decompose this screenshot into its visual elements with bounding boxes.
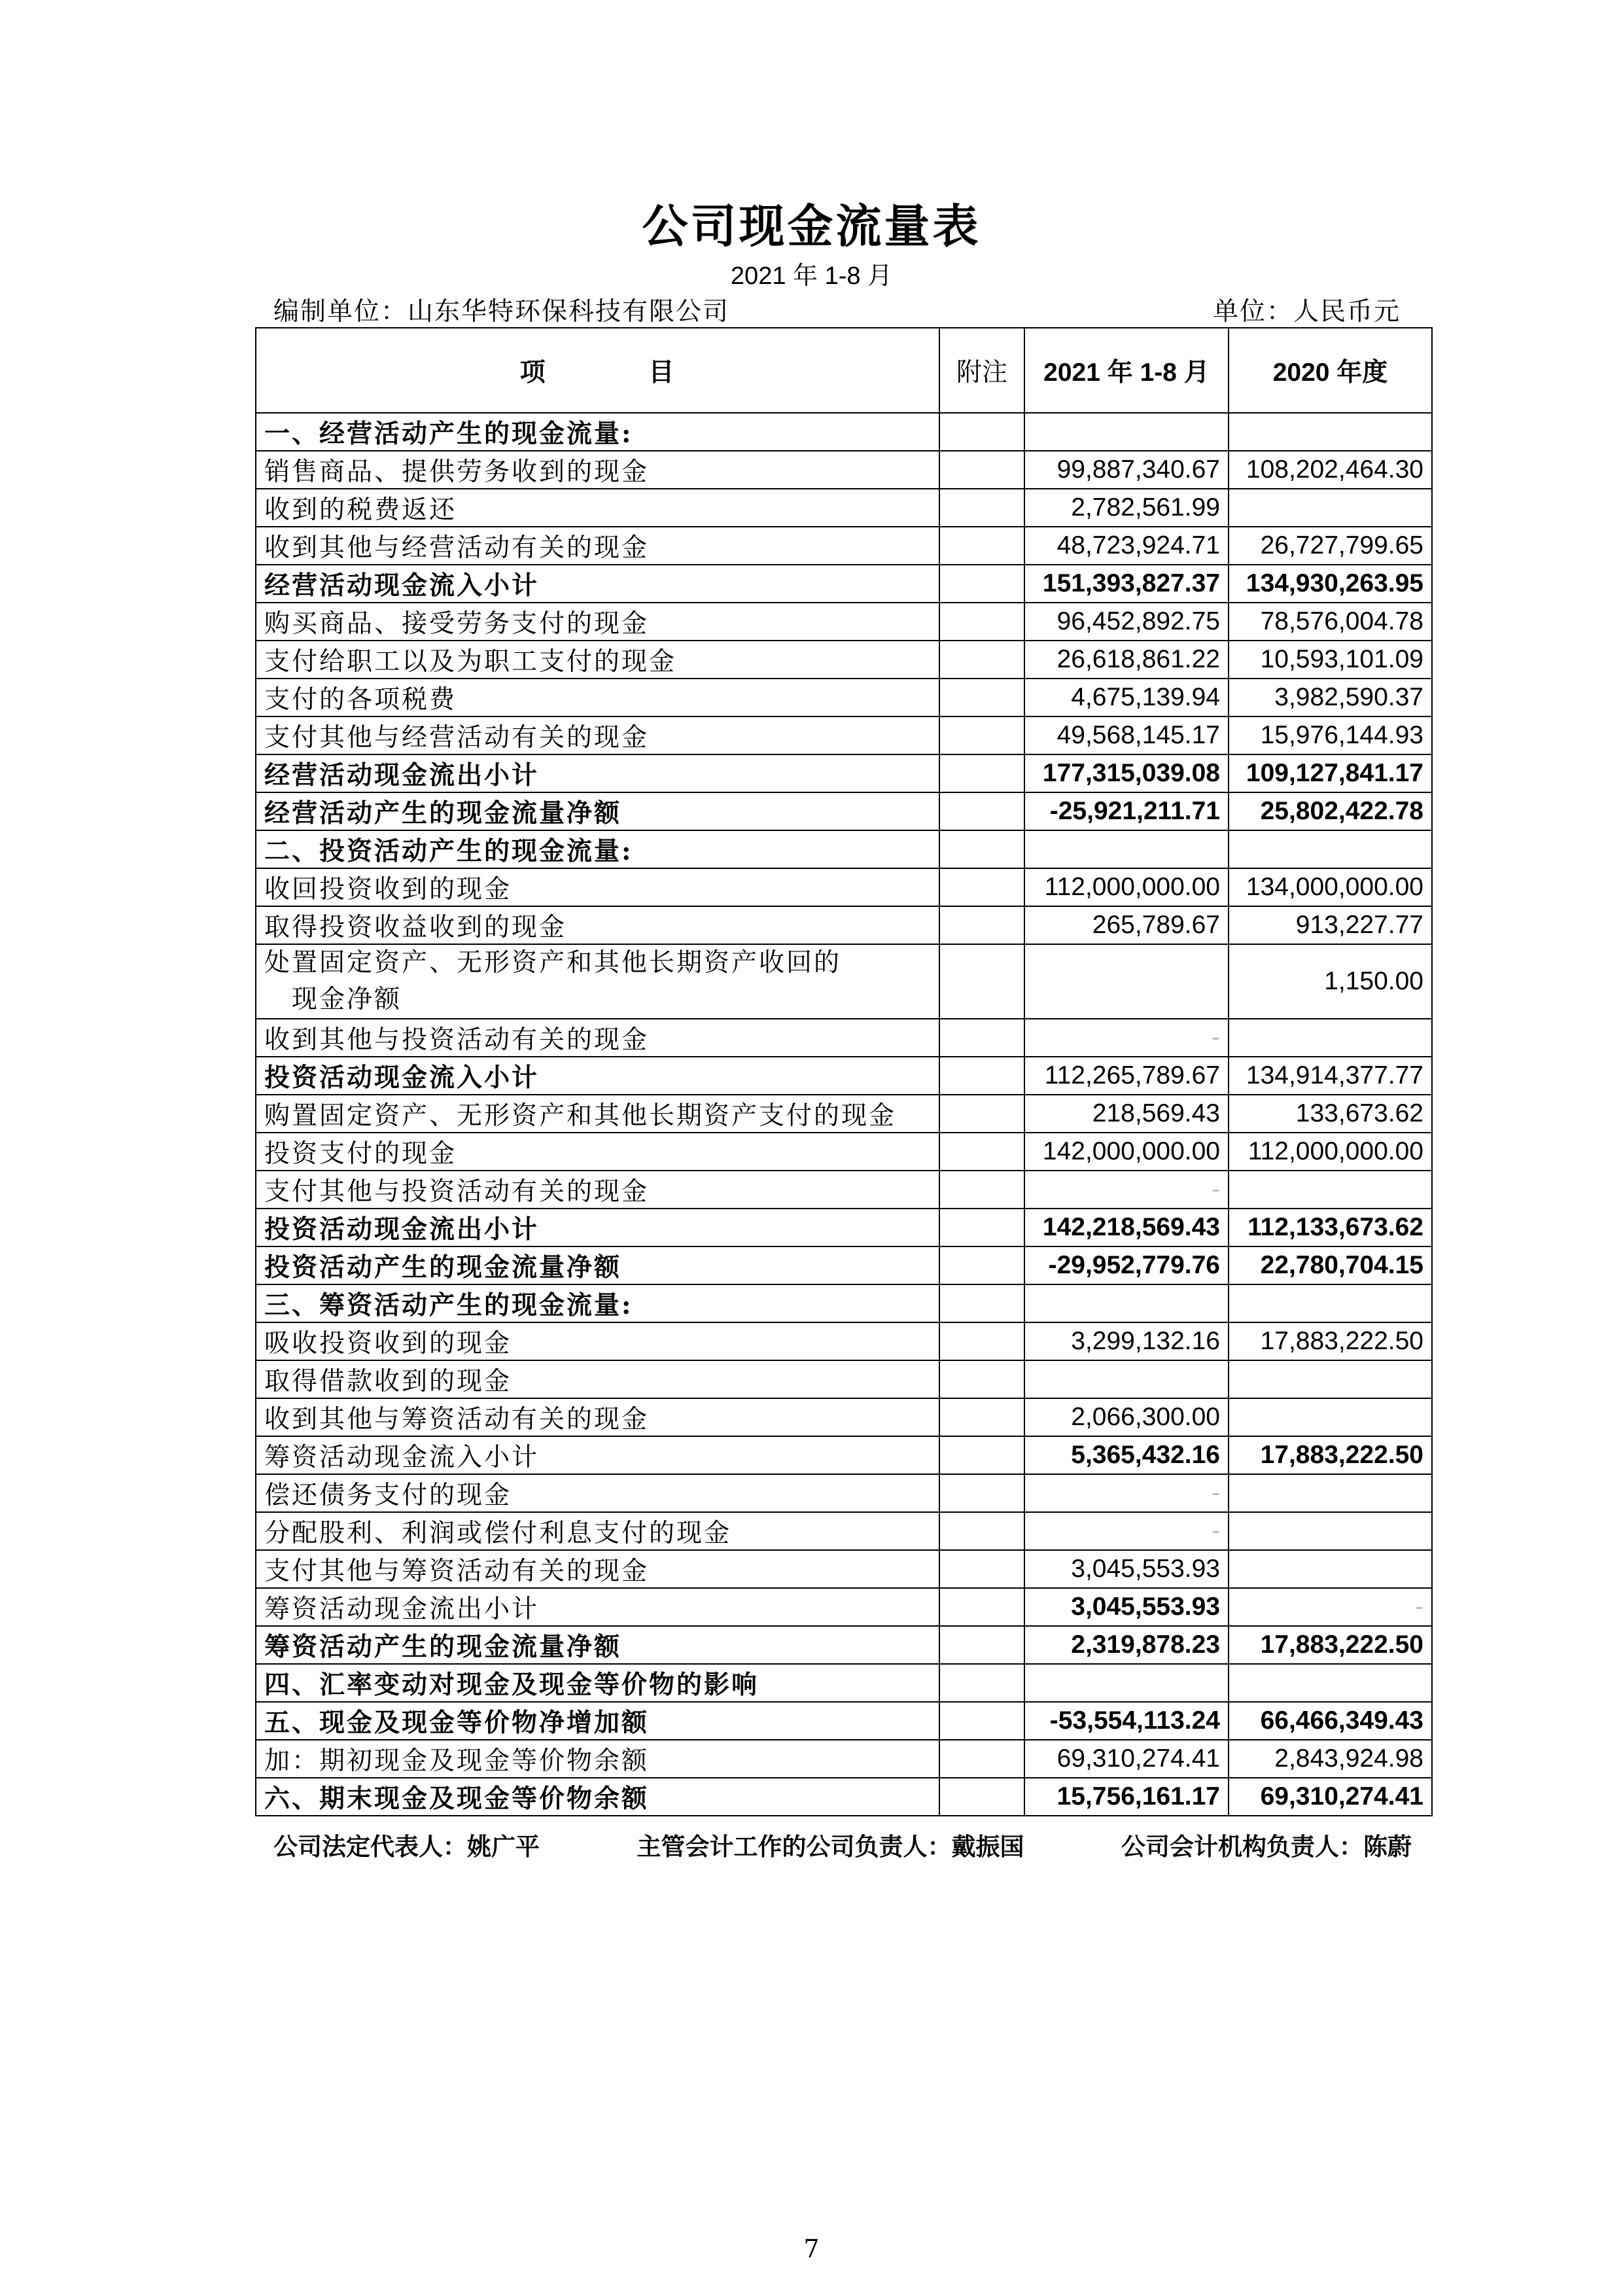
row-value-2021: 69,310,274.41: [1024, 1740, 1229, 1778]
row-item-label: [256, 1626, 939, 1664]
row-value-2021: 26,618,861.22: [1024, 641, 1229, 679]
row-item-label: [256, 1664, 939, 1702]
row-value-2020: [1229, 489, 1432, 527]
row-value-2021: -: [1024, 1512, 1229, 1550]
row-item-text: 一、经营活动产生的现金流量:: [264, 419, 633, 449]
row-value-2021: 2,782,561.99: [1024, 489, 1229, 527]
row-value-2020: [1229, 1474, 1432, 1512]
row-item-text: 投资活动产生的现金流量净额: [264, 1252, 622, 1282]
row-item-text: 筹资活动产生的现金流量净额: [264, 1632, 622, 1662]
row-value-2021: 151,393,827.37: [1024, 565, 1229, 603]
preparing-entity: 编制单位：山东华特环保科技有限公司: [273, 297, 730, 327]
row-note: [939, 565, 1024, 603]
row-item-label: [256, 1133, 939, 1171]
row-note: [939, 603, 1024, 641]
row-note: [939, 754, 1024, 792]
row-item-text: 销售商品、提供劳务收到的现金: [264, 457, 650, 487]
row-item-label: [256, 1778, 939, 1816]
row-item-label: [256, 830, 939, 868]
row-note: [939, 830, 1024, 868]
header-2021: 2021 年 1-8 月: [1024, 328, 1229, 413]
row-note: [939, 1474, 1024, 1512]
row-item-label: [256, 944, 939, 1019]
row-item-text: 分配股利、利润或偿付利息支付的现金: [264, 1519, 732, 1548]
row-item-label: [256, 1171, 939, 1209]
table-row: [256, 603, 1432, 641]
row-value-2021: 48,723,924.71: [1024, 527, 1229, 565]
row-value-2021: -: [1024, 1019, 1229, 1057]
table-row: [256, 1284, 1432, 1322]
currency-unit: 单位：人民币元: [1212, 297, 1401, 327]
row-value-2021: -: [1024, 1474, 1229, 1512]
table-row: [256, 1322, 1432, 1360]
table-row: [256, 1702, 1432, 1740]
row-item-text: 支付的各项税费: [264, 685, 457, 715]
table-row: [256, 413, 1432, 451]
row-item-text: 支付其他与筹资活动有关的现金: [264, 1557, 650, 1586]
row-note: [939, 792, 1024, 830]
row-item-label: [256, 565, 939, 603]
table-row: [256, 1626, 1432, 1664]
row-value-2020: 913,227.77: [1229, 906, 1432, 944]
table-row: [256, 792, 1432, 830]
row-item-label: [256, 716, 939, 754]
row-value-2020: 22,780,704.15: [1229, 1246, 1432, 1284]
row-value-2021: 15,756,161.17: [1024, 1778, 1229, 1816]
header-note: 附注: [939, 328, 1024, 413]
row-note: [939, 679, 1024, 716]
table-row: [256, 1019, 1432, 1057]
row-value-2021: -25,921,211.71: [1024, 792, 1229, 830]
row-note: [939, 1778, 1024, 1816]
table-row: [256, 868, 1432, 906]
table-row: [256, 1550, 1432, 1588]
row-value-2021: 96,452,892.75: [1024, 603, 1229, 641]
row-note: [939, 1284, 1024, 1322]
row-item-label: [256, 451, 939, 489]
row-item-label: [256, 489, 939, 527]
accounting-head: 主管会计工作的公司负责人：戴振国: [637, 1832, 1024, 1861]
row-item-text: 投资活动现金流出小计: [264, 1214, 540, 1245]
row-item-text: 筹资活动现金流出小计: [264, 1595, 540, 1624]
table-row: [256, 716, 1432, 754]
row-note: [939, 1246, 1024, 1284]
row-item-text: 加：期初现金及现金等价物余额: [264, 1746, 650, 1776]
table-row: [256, 1474, 1432, 1512]
row-item-text: 处置固定资产、无形资产和其他长期资产收回的: [264, 948, 842, 978]
row-value-2020: 26,727,799.65: [1229, 527, 1432, 565]
row-value-2020: [1229, 1284, 1432, 1322]
row-item-text: 购买商品、接受劳务支付的现金: [264, 609, 650, 639]
table-row: [256, 1398, 1432, 1436]
row-item-label: [256, 1474, 939, 1512]
row-note: [939, 1512, 1024, 1550]
row-value-2021: -29,952,779.76: [1024, 1246, 1229, 1284]
row-note: [939, 716, 1024, 754]
table-row: [256, 1209, 1432, 1246]
row-item-label: [256, 1512, 939, 1550]
row-value-2021: 3,045,553.93: [1024, 1550, 1229, 1588]
row-note: [939, 1626, 1024, 1664]
table-row: [256, 944, 1432, 1019]
signature-line: [273, 1827, 1412, 1862]
table-row: [256, 451, 1432, 489]
row-item-text: 偿还债务支付的现金: [264, 1481, 512, 1510]
row-item-label: [256, 1436, 939, 1474]
row-value-2020: 133,673.62: [1229, 1095, 1432, 1133]
row-item-text: 二、投资活动产生的现金流量:: [264, 836, 633, 866]
table-header-row: [256, 328, 1432, 413]
row-item-text: 购置固定资产、无形资产和其他长期资产支付的现金: [264, 1101, 897, 1131]
row-item-text: 收到其他与投资活动有关的现金: [264, 1025, 650, 1055]
row-item-text: 收回投资收到的现金: [264, 875, 512, 904]
row-value-2020: [1229, 1171, 1432, 1209]
row-item-label: [256, 1209, 939, 1246]
row-value-2021: [1024, 1664, 1229, 1702]
row-item-label: [256, 1019, 939, 1057]
row-note: [939, 1209, 1024, 1246]
row-value-2020: 3,982,590.37: [1229, 679, 1432, 716]
row-note: [939, 1057, 1024, 1095]
row-item-text: 收到其他与筹资活动有关的现金: [264, 1405, 650, 1434]
row-value-2020: 108,202,464.30: [1229, 451, 1432, 489]
row-value-2020: [1229, 1019, 1432, 1057]
row-value-2020: 2,843,924.98: [1229, 1740, 1432, 1778]
page-title: 公司现金流量表: [642, 199, 981, 253]
row-value-2020: 112,000,000.00: [1229, 1133, 1432, 1171]
row-item-label: [256, 906, 939, 944]
row-item-text: 经营活动现金流入小计: [264, 571, 540, 601]
row-value-2021: [1024, 1360, 1229, 1398]
row-item-label: [256, 1284, 939, 1322]
row-item-text: 筹资活动现金流入小计: [264, 1443, 540, 1472]
row-note: [939, 1019, 1024, 1057]
row-value-2021: 265,789.67: [1024, 906, 1229, 944]
table-row: [256, 1360, 1432, 1398]
row-item-label: [256, 413, 939, 451]
row-value-2021: 2,319,878.23: [1024, 1626, 1229, 1664]
row-note: [939, 1740, 1024, 1778]
row-value-2021: [1024, 944, 1229, 1019]
cash-flow-table: [255, 327, 1433, 1816]
table-row: [256, 641, 1432, 679]
row-note: [939, 944, 1024, 1019]
row-value-2020: 15,976,144.93: [1229, 716, 1432, 754]
header-2020: 2020 年度: [1229, 328, 1432, 413]
row-value-2021: -53,554,113.24: [1024, 1702, 1229, 1740]
table-row: [256, 1095, 1432, 1133]
row-item-text: 经营活动产生的现金流量净额: [264, 798, 622, 828]
row-item-text: 四、汇率变动对现金及现金等价物的影响: [264, 1670, 759, 1700]
row-item-label: [256, 527, 939, 565]
table-row: [256, 1512, 1432, 1550]
row-item-text: 经营活动现金流出小计: [264, 760, 540, 790]
row-value-2020: 109,127,841.17: [1229, 754, 1432, 792]
row-item-label: [256, 641, 939, 679]
row-note: [939, 1702, 1024, 1740]
row-item-label: [256, 603, 939, 641]
row-note: [939, 1588, 1024, 1626]
row-value-2020: [1229, 1664, 1432, 1702]
row-value-2020: [1229, 413, 1432, 451]
row-item-label: [256, 1702, 939, 1740]
row-item-text: 支付其他与投资活动有关的现金: [264, 1177, 650, 1207]
row-note: [939, 1133, 1024, 1171]
table-row: [256, 565, 1432, 603]
row-value-2020: 17,883,222.50: [1229, 1626, 1432, 1664]
row-item-text: 支付给职工以及为职工支付的现金: [264, 647, 677, 677]
row-value-2020: [1229, 1512, 1432, 1550]
row-value-2020: 17,883,222.50: [1229, 1322, 1432, 1360]
row-note: [939, 1398, 1024, 1436]
row-value-2020: 134,930,263.95: [1229, 565, 1432, 603]
row-item-text: 收到其他与经营活动有关的现金: [264, 533, 650, 563]
table-row: [256, 1664, 1432, 1702]
row-item-label: [256, 754, 939, 792]
row-value-2021: 5,365,432.16: [1024, 1436, 1229, 1474]
row-value-2021: 177,315,039.08: [1024, 754, 1229, 792]
row-note: [939, 413, 1024, 451]
row-value-2020: 1,150.00: [1229, 944, 1432, 1019]
row-item-label: [256, 1095, 939, 1133]
row-value-2021: 2,066,300.00: [1024, 1398, 1229, 1436]
row-item-text: 支付其他与经营活动有关的现金: [264, 723, 650, 752]
row-item-text: 投资活动现金流入小计: [264, 1063, 540, 1093]
row-item-text-cont: 现金净额: [292, 985, 402, 1014]
table-row: [256, 679, 1432, 716]
table-row: [256, 754, 1432, 792]
table-row: [256, 1057, 1432, 1095]
table-row: [256, 489, 1432, 527]
row-value-2020: [1229, 1360, 1432, 1398]
row-value-2021: [1024, 1284, 1229, 1322]
table-row: [256, 1588, 1432, 1626]
row-value-2021: 142,000,000.00: [1024, 1133, 1229, 1171]
table-row: [256, 1740, 1432, 1778]
table-row: [256, 830, 1432, 868]
row-item-text: 五、现金及现金等价物净增加额: [264, 1708, 650, 1738]
row-value-2020: -: [1229, 1588, 1432, 1626]
row-item-text: 收到的税费返还: [264, 495, 457, 525]
row-note: [939, 906, 1024, 944]
row-value-2021: [1024, 413, 1229, 451]
row-note: [939, 451, 1024, 489]
row-value-2020: [1229, 1398, 1432, 1436]
row-value-2021: 3,299,132.16: [1024, 1322, 1229, 1360]
row-note: [939, 1550, 1024, 1588]
row-value-2021: 3,045,553.93: [1024, 1588, 1229, 1626]
table-row: [256, 527, 1432, 565]
row-item-text: 六、期末现金及现金等价物余额: [264, 1784, 650, 1814]
row-item-label: [256, 1588, 939, 1626]
row-item-text: 取得投资收益收到的现金: [264, 913, 567, 942]
row-value-2020: 78,576,004.78: [1229, 603, 1432, 641]
row-value-2020: 25,802,422.78: [1229, 792, 1432, 830]
table-row: [256, 906, 1432, 944]
row-value-2021: -: [1024, 1171, 1229, 1209]
row-note: [939, 1095, 1024, 1133]
row-value-2021: 142,218,569.43: [1024, 1209, 1229, 1246]
row-note: [939, 1436, 1024, 1474]
table-row: [256, 1436, 1432, 1474]
row-value-2021: 218,569.43: [1024, 1095, 1229, 1133]
row-value-2020: 17,883,222.50: [1229, 1436, 1432, 1474]
row-item-text: 吸收投资收到的现金: [264, 1329, 512, 1358]
row-value-2021: [1024, 830, 1229, 868]
row-note: [939, 1664, 1024, 1702]
table-row: [256, 1246, 1432, 1284]
row-value-2020: 134,000,000.00: [1229, 868, 1432, 906]
accounting-dept-head: 公司会计机构负责人：陈蔚: [1121, 1832, 1412, 1861]
row-note: [939, 1360, 1024, 1398]
table-row: [256, 1133, 1432, 1171]
row-value-2020: 66,466,349.43: [1229, 1702, 1432, 1740]
row-item-label: [256, 1057, 939, 1095]
row-item-label: [256, 868, 939, 906]
page-number: 7: [803, 2234, 820, 2263]
table-row: [256, 1171, 1432, 1209]
row-value-2021: 99,887,340.67: [1024, 451, 1229, 489]
row-item-label: [256, 1360, 939, 1398]
row-note: [939, 641, 1024, 679]
table-row: [256, 1778, 1432, 1816]
row-item-label: [256, 792, 939, 830]
header-item: 项 目: [256, 328, 939, 413]
row-value-2021: 4,675,139.94: [1024, 679, 1229, 716]
row-note: [939, 868, 1024, 906]
row-item-label: [256, 1322, 939, 1360]
row-note: [939, 1322, 1024, 1360]
row-value-2020: 134,914,377.77: [1229, 1057, 1432, 1095]
row-value-2021: 112,265,789.67: [1024, 1057, 1229, 1095]
row-item-label: [256, 1740, 939, 1778]
row-value-2021: 112,000,000.00: [1024, 868, 1229, 906]
row-item-text: 投资支付的现金: [264, 1139, 457, 1169]
row-note: [939, 1171, 1024, 1209]
row-note: [939, 489, 1024, 527]
row-value-2020: [1229, 1550, 1432, 1588]
row-item-label: [256, 1398, 939, 1436]
row-item-label: [256, 1246, 939, 1284]
row-value-2020: 69,310,274.41: [1229, 1778, 1432, 1816]
row-value-2021: 49,568,145.17: [1024, 716, 1229, 754]
legal-representative: 公司法定代表人：姚广平: [273, 1832, 540, 1861]
row-item-text: 三、筹资活动产生的现金流量:: [264, 1290, 633, 1320]
row-note: [939, 527, 1024, 565]
row-value-2020: [1229, 830, 1432, 868]
row-item-text: 取得借款收到的现金: [264, 1367, 512, 1396]
row-value-2020: 112,133,673.62: [1229, 1209, 1432, 1246]
row-value-2020: 10,593,101.09: [1229, 641, 1432, 679]
report-period: 2021 年 1-8 月: [730, 262, 893, 290]
row-item-label: [256, 679, 939, 716]
row-item-label: [256, 1550, 939, 1588]
